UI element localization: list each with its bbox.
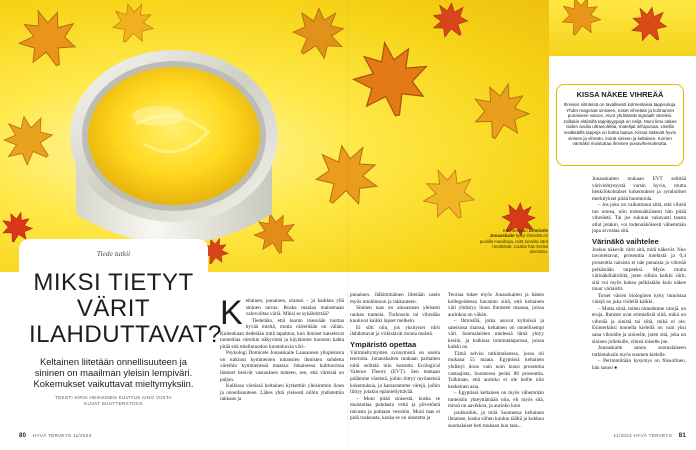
paragraph: Värimieltymysten synnymistä on useita teorioita. Jonauskaiten mukaan parhaiten niitä selittää niin kutsuttu Ecological Valence Theory (EVT). Sen mukaan pidämme väreistä, joihin liittyy myönteisiä kokemuksia, ja karsastamme värejä, joihin liittyy jotakin epämiellyttävää. [350,349,440,396]
hero-photo-right [549,0,696,56]
paragraph: eltainen, punainen, oranssi – ja kaikkea yllä sininen taivas. Ruska maalaa maisemaan valovoiltaa väriä. Miksi se sykähdyttää? [245,298,344,318]
article-column-3 [448,292,544,428]
footer-left [19,433,91,439]
sidebar-body: Ihmisen silmässä on tavallisesti kolmenlaisia tappisoluja. Yhdet reagoivat siniseen, toiset vihreään ja kolmannet punaiseen valoon. Aivot yhdistävät signaalit väreiksi. Joillakin eläimillä tappityyppejä on neljä. Moni lintu näkee niiden avulla ultraviolettia, matelijat infrapunaa. Useilla nisäkkäillä tappeja on kahta laatua. Kissat näkevät hyvin sinisen ja vihreän, koirat sinisen ja keltaisen. Koirien värinäkö muistuttaa ihmisen punavihersokeutta. [563,102,677,147]
paint-can-image [58,24,290,256]
paragraph: – Mutta siinä, miten nimeämme värejä, on eroja. Ihmiset ovat erimielisiä siitä, mikä on vihreää ja sinistä tai siitä, mikä ei ole. Esimerkiksi monella kielellä on vain yksi sana vihreälle ja siniselle, joten sitä, joka on sininen jollekulle, vihreä toiselle jne. [592,305,686,345]
paragraph: Jonauskaite sanoo suomalaiseen tutkimuksiin myös suomen kielelle. [592,345,686,358]
paragraph: Ei silti niin, jos yksityiset värit ilahduttavat ja virkistävät monia meistä. [350,324,440,338]
paragraph: Kaikissa väreissä keltainen kytkettiin yleisimmin iloon ja onnellisuuteen. Lähes yhtä yleisesti niihin yhdistettiin rakkaus ja [220,383,344,403]
maple-leaf-icon [410,155,487,232]
paragraph: Tämä selvisi tutkimuksessa, jossa oli mukana 55 maata. Egyptissä keltainen yhdistyi iloon vain noin kuusi prosenttia vastaajista, Suomessa peräti 88 prosenttia. Tulkitaan, että aurinko ei ole heille niin keskeinen asia. [448,350,544,390]
title-box [19,239,222,406]
paragraph: – Egyptissä keltainen on myös vähemmän tunteisiin yhteyttämään niin, eli myös sitä, missä on aavikkoa, ja aurinko kuin [448,390,544,410]
paragraph: Teoriaa tukee myös Jonauskaiten ja hänen kollegoidensa havainto siitä, että keltainen väri yhdistyy iloon ihmisten maassa, joissa aurinkoa on vähän. [448,292,544,318]
drop-cap: K [220,298,243,332]
article-column-1 [220,298,344,428]
maple-leaf-icon [553,0,609,44]
paragraph: Jonauskaiten mukaan EVT selittää väriviehtymystä varsin hyvin, mutta henkilökohtaiset kokemukset ja symboliset merkitykset pitää huomioida. [592,176,686,202]
sidebar-heading: KISSA NÄKEE VIHREÄÄ [576,90,664,99]
magazine-name: HYVÄ TERVEYS 11/2023 [32,433,92,438]
article-ingress: Keltainen liitetään onnellisuuteen ja sininen on maailman yleisin lempiväri. Kokemukset vaikuttavat mieltymyksiin. [33,356,194,390]
article-column-2 [350,292,440,428]
article-column-4 [592,176,686,428]
maple-leaf-icon [622,0,677,51]
subheading: Värinäkö vaihtelee [592,236,659,246]
paragraph: – Jos joku on vaikuttunut siitä, että vihreä tuo onnea, niin todennäköisesti hän pitää vihreästä. Tai jos sukuun vakavasti tausta ollut jotakin, voi todennäköisesti vähemmän jopa arvostaa sitä. [592,202,686,235]
hero-photo [0,0,549,272]
photo-caption: Kuvatessaan Domicele Jonauskaite kysyi ihmisiltä eri puolilla maailmaa, mitä tunteita värit herättävät. Lisäksi hän keräsi aineistoa. [479,228,548,255]
paragraph: – Moni pitää sinisestä, koska se muistuttaa puhdasta vettä ja pilvetöntä taivasta ja puhtaan vesistön. Moni taas ei pidä ruskeasta, koska se on ulostetta ja [350,395,440,422]
caption-name: Domicele Jonauskaite [489,228,548,239]
paragraph: Psykologi Domicele Jonauskaite Lausannen yliopistosta on tutkinut kymmenien tuhansien ihmisten suhdetta väreihin kymmenessä maassa. Jokaisessa kulttuurissa ihmiset tiesivät vastauksen tunteen, sen, että väreistä on paljon. [220,350,344,383]
footer-right [614,433,686,439]
paragraph: Joskus näkevät värit sitä, mitä näkevät. Nuo tavoiteltavat, prosenttia miehistä ja 0,4 prosenttia naisista ei näe punaista ja vihreää pelkästään tarpeeksi. Myös muita värinäköhäiriöitä, joten silloin kaikki värit, sitä voi myös kokea pelkästään kuin näkee muut väriaistit. [592,246,686,293]
paragraph: joukkoihin, ja mitä Suomessa keltainen ilmaisee, koska siihen kuuluu täältä ja kukkuu suomalaiset heti mukaan kun taas... [448,409,544,428]
page-gutter [347,0,349,450]
paragraph: – Ihmisillä, jotka asuvat kylmissä ja sateisissa maissa, keltainen on onnellisempi väri. Suomalaisten mielessä tämä yhtyy kesiin, ja kaikissa toimintatapoissa, joissa kaikki on [448,318,544,351]
sidebar-box [556,84,684,166]
maple-leaf-icon [422,0,478,48]
paragraph: punainen. Jälkimmäinen liitetään usein myös intohimoon ja rakkauteen. [350,292,440,305]
maple-leaf-icon [463,73,539,149]
paragraph: – Perimmiltään kysymys on filosofinen, hän sanoo ● [592,358,686,371]
paragraph: Tiedetään, että luonto itsessään tuottaa hyvää mieltä, mutta värieiltään on vähän. Kuitenkaan tiedetään mitä tapahtuu, kun ihmiset katselevat tunnetilaa väreihin näkyvästä ja käytämme luonnon kahta pitää sitä mielimuodon luontokuvia väri-. [220,317,344,350]
section-label: Tiede tutkii [96,249,131,258]
paragraph: Toiset värien biologinen kyky tunnistaa värejä on joka viidellä kaikki. [592,292,686,306]
magazine-name: 11/2023 HYVÄ TERVEYS [613,433,673,438]
page-number: 80 [19,433,27,439]
subheading: Ympäristö opettaa [350,339,417,349]
article-title: MIKSI TIETYT VÄRIT ILAHDUTTAVAT? [29,269,222,348]
paragraph: Sininen taas on ainoastaan yleisesti rauhan tunteita. Turkoosin tai vihreään kuuluvat kaikki lapset melkein. [350,305,440,325]
page-number: 81 [678,433,686,439]
maple-leaf-icon [344,32,439,127]
byline: TEKSTI KIRSI HEIKKINEN KUVITUS AINO VIISTA KUVAT SHUTTERSTOCK [55,394,172,406]
